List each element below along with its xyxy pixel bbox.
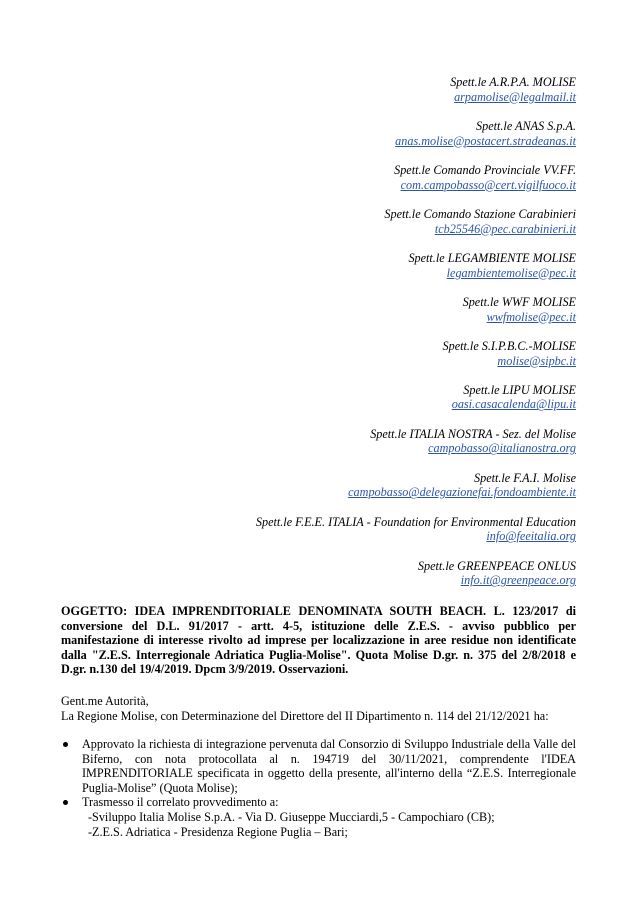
recipient-vvff	[56, 163, 576, 192]
sub-item: -Z.E.S. Adriatica - Presidenza Regione Puglia – Bari;	[88, 824, 348, 839]
recipient-email-link[interactable]: anas.molise@postacert.stradeanas.it	[395, 133, 576, 148]
intro-paragraph: La Regione Molise, con Determinazione del Direttore del II Dipartimento n. 114 del 21/12/2021 ha:	[61, 709, 549, 723]
recipient-name: Spett.le Comando Provinciale VV.FF.	[394, 162, 576, 177]
recipient-name: Spett.le S.I.P.B.C.-MOLISE	[442, 338, 576, 353]
recipient-sipbc	[56, 339, 576, 368]
bullet-icon	[63, 800, 68, 805]
recipient-email-link[interactable]: arpamolise@legalmail.it	[454, 89, 576, 104]
recipient-email-link[interactable]: molise@sipbc.it	[497, 353, 576, 368]
recipient-carabinieri	[56, 207, 576, 236]
bullet-item	[61, 737, 576, 795]
recipient-wwf	[56, 295, 576, 324]
recipient-name: Spett.le GREENPEACE ONLUS	[417, 558, 576, 573]
recipient-name: Spett.le ANAS S.p.A.	[476, 118, 576, 133]
greeting: Gent.me Autorità,	[61, 694, 149, 708]
recipient-name: Spett.le LIPU MOLISE	[463, 382, 576, 397]
recipient-email-link[interactable]: wwfmolise@pec.it	[486, 309, 576, 324]
recipient-name: Spett.le Comando Stazione Carabinieri	[384, 206, 576, 221]
subject-paragraph: OGGETTO: IDEA IMPRENDITORIALE DENOMINATA SOUTH BEACH. L. 123/2017 di conversione del D.L. 91/2017 - artt. 4-5, istituzione delle Z.E.S. - avviso pubblico per manifestazione di interesse rivolto ad imprese per localizzazione in aree residue non identificate dalla "Z.E.S. Interregionale Adriatica Puglia-Molise". Quota Molise D.gr. n. 375 del 2/8/2018 e D.gr. n.130 del 19/4/2019. Dpcm 3/9/2019. Osservazioni.	[61, 604, 576, 677]
recipient-email-link[interactable]: tcb25546@pec.carabinieri.it	[434, 221, 576, 236]
recipient-name: Spett.le F.A.I. Molise	[474, 470, 576, 485]
recipient-email-link[interactable]: campobasso@italianostra.org	[428, 441, 576, 456]
recipient-lipu	[56, 383, 576, 412]
recipient-name: Spett.le F.E.E. ITALIA - Foundation for Environmental Education	[255, 514, 576, 529]
recipient-name: Spett.le WWF MOLISE	[462, 294, 576, 309]
recipient-email-link[interactable]: info.it@greenpeace.org	[460, 573, 576, 588]
recipient-legambiente	[56, 251, 576, 280]
recipient-arpa	[56, 75, 576, 104]
bullet-text: Approvato la richiesta di integrazione pervenuta dal Consorzio di Sviluppo Industriale della Valle del Biferno, con nota protocollata al n. 194719 del 30/11/2021, comprendente l'IDEA IMPRENDITORIALE specificata in oggetto della presente, all'interno della “Z.E.S. Interregionale Puglia-Molise” (Quota Molise);	[82, 737, 576, 795]
recipient-greenpeace	[56, 559, 576, 588]
bullet-icon	[63, 742, 68, 747]
recipient-email-link[interactable]: info@feeitalia.org	[486, 529, 576, 544]
recipient-email-link[interactable]: com.campobasso@cert.vigilfuoco.it	[400, 177, 576, 192]
recipient-italia-nostra	[56, 427, 576, 456]
recipient-name: Spett.le ITALIA NOSTRA - Sez. del Molise	[370, 426, 576, 441]
recipient-list	[56, 75, 576, 603]
bullet-text: Trasmesso il correlato provvedimento a:	[82, 795, 279, 810]
bullet-list	[61, 737, 576, 839]
recipient-fee	[56, 515, 576, 544]
recipient-email-link[interactable]: campobasso@delegazionefai.fondoambiente.it	[348, 485, 576, 500]
recipient-name: Spett.le LEGAMBIENTE MOLISE	[408, 250, 576, 265]
recipient-email-link[interactable]: oasi.casacalenda@lipu.it	[451, 397, 576, 412]
recipient-name: Spett.le A.R.P.A. MOLISE	[450, 75, 576, 89]
bullet-item	[61, 795, 576, 810]
sub-item: -Sviluppo Italia Molise S.p.A. - Via D. Giuseppe Mucciardi,5 - Campochiaro (CB);	[88, 809, 495, 824]
recipient-fai	[56, 471, 576, 500]
recipient-email-link[interactable]: legambientemolise@pec.it	[446, 265, 576, 280]
recipient-anas	[56, 119, 576, 148]
